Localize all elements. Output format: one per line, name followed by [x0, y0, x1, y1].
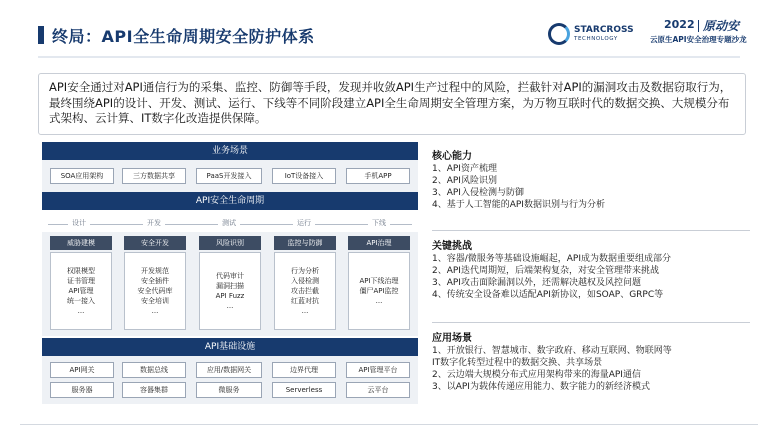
- section-divider: [432, 230, 750, 231]
- section-item: 3、API攻击面除漏洞以外，还需解决越权及风控问题: [432, 278, 641, 288]
- section-item: IT数字化转型过程中的数据交换、共享场景: [432, 358, 603, 368]
- section-item: 4、基于人工智能的API数据识别与行为分析: [432, 200, 605, 210]
- phase-item: ...: [301, 307, 309, 315]
- section-title: 关键挑战: [432, 241, 472, 252]
- phase-item: 权限模型: [67, 267, 95, 275]
- section-title: 核心能力: [432, 151, 472, 162]
- business-band: 业务场景: [42, 142, 418, 160]
- footer-divider: [20, 424, 758, 425]
- phase-column: [124, 236, 186, 330]
- stage-label: 下线: [368, 218, 390, 228]
- phase-column: [274, 236, 336, 330]
- phase-item: 安全代码库: [137, 287, 173, 295]
- phase-item: ...: [77, 307, 85, 315]
- phase-column-body: [274, 252, 336, 330]
- stage-label: 开发: [143, 218, 165, 228]
- business-row: [42, 160, 418, 192]
- infra-item: 边界代理: [272, 362, 336, 378]
- phase-column: [348, 236, 410, 330]
- infra-item: 应用/数据网关: [196, 362, 262, 378]
- section-item: 3、API入侵检测与防御: [432, 188, 524, 198]
- infra-item: 服务器: [50, 382, 114, 398]
- infra-item: 微服务: [196, 382, 262, 398]
- phase-column-body: [348, 252, 410, 330]
- business-item: SOA应用架构: [50, 168, 114, 184]
- infra-item: 云平台: [346, 382, 410, 398]
- phase-column-body: [124, 252, 186, 330]
- section-item: 2、API迭代周期短，后端架构复杂，对安全管理带来挑战: [432, 266, 659, 276]
- infra-item: 容器集群: [122, 382, 186, 398]
- right-panel: [432, 142, 750, 404]
- starcross-logo-icon: [548, 23, 570, 45]
- phase-item: 开发规范: [141, 267, 169, 275]
- phase-item: 行为分析: [291, 267, 319, 275]
- event-divider: [698, 20, 699, 32]
- lifecycle-diagram: [42, 142, 418, 404]
- infra-rows: [42, 356, 418, 404]
- phase-item: 攻击拦截: [291, 287, 319, 295]
- phase-item: API Fuzz: [215, 292, 245, 300]
- section-item: 2、云边端大规模分布式应用架构带来的海量API通信: [432, 370, 641, 380]
- phase-item: API管理: [68, 287, 94, 295]
- starcross-logo: [548, 20, 650, 50]
- phase-column-body: [50, 252, 112, 330]
- slide-header: [0, 0, 778, 62]
- section-item: 2、API风险识别: [432, 176, 497, 186]
- section-item: 1、容器/微服务等基础设施崛起，API成为数据重要组成部分: [432, 254, 671, 264]
- phase-item: ...: [226, 302, 234, 310]
- logo-name: STARCROSS: [574, 25, 634, 35]
- phase-item: 入侵检测: [291, 277, 319, 285]
- intro-box: [38, 73, 746, 135]
- section-item: 1、API资产梳理: [432, 164, 497, 174]
- logo-sub: TECHNOLOGY: [574, 36, 618, 42]
- phase-column: [199, 236, 261, 330]
- phase-item: API下线治理: [359, 277, 399, 285]
- stage-label: 运行: [293, 218, 315, 228]
- key-challenges: [432, 240, 750, 301]
- event-subtitle: 云原生API安全治理专题沙龙: [650, 35, 747, 44]
- page-title: 终局：API全生命周期安全防护体系: [52, 27, 315, 46]
- core-capabilities: [432, 150, 750, 211]
- section-item: 4、传统安全设备难以适配API新协议，如SOAP、GRPC等: [432, 290, 664, 300]
- stage-label: 设计: [68, 218, 90, 228]
- infra-item: 数据总线: [122, 362, 186, 378]
- phase-item: ...: [375, 297, 383, 305]
- infra-item: Serverless: [272, 382, 336, 398]
- event-year: 2022: [664, 18, 695, 31]
- business-item: PaaS开发接入: [196, 168, 262, 184]
- section-item: 1、开放银行、智慧城市、数字政府、移动互联网、物联网等: [432, 346, 672, 356]
- phase-item: 代码审计: [216, 272, 244, 280]
- business-item: IoT设备接入: [272, 168, 336, 184]
- infra-band: API基础设施: [42, 338, 418, 356]
- phase-column-title: 监控与防御: [274, 236, 336, 250]
- business-item: 三方数据共享: [122, 168, 186, 184]
- event-brand-logo: 原动安: [703, 19, 740, 33]
- section-title: 应用场景: [432, 333, 472, 344]
- section-divider: [432, 322, 750, 323]
- phase-item: 统一接入: [67, 297, 95, 305]
- infra-item: API网关: [50, 362, 114, 378]
- infra-item: API管理平台: [346, 362, 410, 378]
- phase-column-title: 风险识别: [199, 236, 261, 250]
- phase-item: 安全插件: [141, 277, 169, 285]
- phase-item: 证书管理: [67, 277, 95, 285]
- phase-column-title: API治理: [348, 236, 410, 250]
- phase-column-body: [199, 252, 261, 330]
- title-accent-bar: [38, 26, 44, 44]
- phase-column: [50, 236, 112, 330]
- phase-column-title: 安全开发: [124, 236, 186, 250]
- stage-label: 测试: [218, 218, 240, 228]
- section-item: 3、以API为载体传递应用能力、数字能力的新经济模式: [432, 382, 650, 392]
- phase-item: ...: [151, 307, 159, 315]
- phase-item: 漏洞扫描: [216, 282, 244, 290]
- phase-column-title: 威胁建模: [50, 236, 112, 250]
- phase-item: 安全培训: [141, 297, 169, 305]
- phase-item: 僵尸API监控: [359, 287, 399, 295]
- business-item: 手机APP: [346, 168, 410, 184]
- intro-text: API安全通过对API通信行为的采集、监控、防御等手段，发现并收敛API生产过程中的风险，拦截针对API的漏洞攻击及数据窃取行为，最终围绕API的设计、开发、测试、运行、下线等不同阶段建立API全生命周期安全管理方案，为万物互联时代的数据交换、大规模分布式架构、云计算、IT数字化改造提供保障。: [49, 80, 732, 125]
- header-divider: [38, 56, 740, 58]
- lifecycle-band: API安全生命周期: [42, 192, 418, 210]
- phase-item: 红蓝对抗: [291, 297, 319, 305]
- application-scenarios: [432, 332, 750, 393]
